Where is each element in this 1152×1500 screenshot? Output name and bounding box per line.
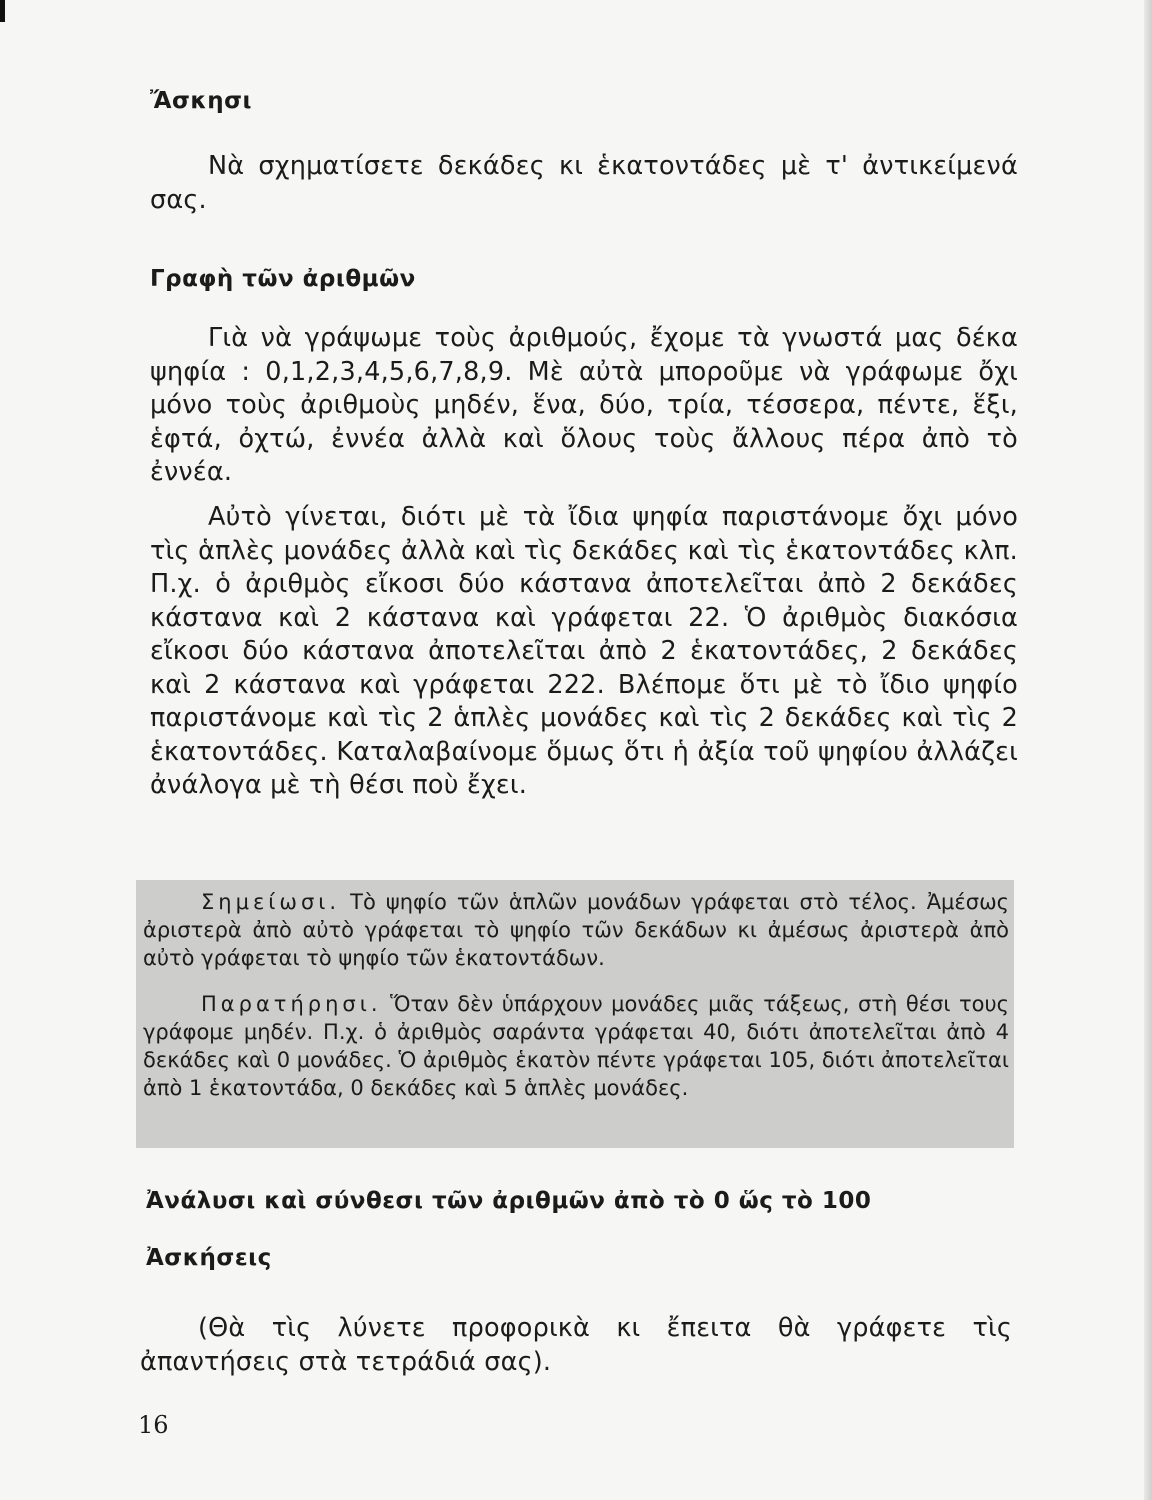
note-observation bbox=[143, 990, 1009, 1102]
exercises-heading: Ἀσκήσεις bbox=[146, 1245, 272, 1271]
paragraph-place-value-text: Αὐτὸ γίνεται, διότι μὲ τὰ ἴδια ψηφία παριστάνομε ὄχι μόνο τὶς ἁπλὲς μονάδες ἀλλὰ καὶ τὶς δεκάδες καὶ τὶς ἑκατοντάδες κλπ. Π.χ. ὁ ἀριθμὸς εἴκοσι δύο κάστανα ἀποτελεῖται ἀπὸ 2 δεκάδες κάστανα καὶ 2 κάστανα καὶ γράφεται 22. Ὁ ἀριθμὸς διακόσια εἴκοσι δύο κάστανα ἀποτελεῖται ἀπὸ 2 ἑκατοντάδες, 2 δεκάδες καὶ 2 κάστανα καὶ γράφεται 222. Βλέπομε ὅτι μὲ τὸ ἴδιο ψηφίο παριστάνομε καὶ τὶς 2 ἁπλὲς μονάδες καὶ τὶς 2 δεκάδες καὶ τὶς 2 ἑκατοντάδες. Καταλαβαίνομε ὅμως ὅτι ἡ ἀξία τοῦ ψηφίου ἀλλάζει ἀνάλογα μὲ τὴ θέσι ποὺ ἔχει. bbox=[150, 502, 1018, 800]
page-edge-mark bbox=[0, 0, 5, 22]
note-remark-label: Σημείωσι. bbox=[201, 890, 341, 914]
exercise-paragraph bbox=[150, 150, 1018, 217]
exercises-text: (Θὰ τὶς λύνετε προφορικὰ κι ἔπειτα θὰ γράφετε τὶς ἀπαντήσεις στὰ τετράδιά σας). bbox=[140, 1313, 1012, 1377]
exercise-heading: Ἄσκησι bbox=[150, 88, 253, 114]
note-remark-text: Τὸ ψηφίο τῶν ἁπλῶν μονάδων γράφεται στὸ τέλος. Ἀμέσως ἀριστερὰ ἀπὸ αὐτὸ γράφεται τὸ ψηφίο τῶν δεκάδων κι ἀμέσως ἀριστερὰ ἀπὸ αὐτὸ γράφεται τὸ ψηφίο τῶν ἑκατοντάδων. bbox=[143, 890, 1009, 970]
note-remark bbox=[143, 888, 1009, 972]
note-observation-text: Ὅταν δὲν ὑπάρχουν μονάδες μιᾶς τάξεως, στὴ θέσι τους γράφομε μηδέν. Π.χ. ὁ ἀριθμὸς σαράντα γράφεται 40, διότι ἀποτελεῖται ἀπὸ 4 δεκάδες καὶ 0 μονάδες. Ὁ ἀριθμὸς ἑκατὸν πέντε γράφεται 105, διότι ἀποτελεῖται ἀπὸ 1 ἑκατοντάδα, 0 δεκάδες καὶ 5 ἁπλὲς μονάδες. bbox=[143, 992, 1009, 1100]
analysis-heading: Ἀνάλυσι καὶ σύνθεσι τῶν ἀριθμῶν ἀπὸ τὸ 0 ὥς τὸ 100 bbox=[146, 1188, 872, 1214]
writing-numbers-heading: Γραφὴ τῶν ἀριθμῶν bbox=[150, 266, 416, 292]
paragraph-digits-text: Γιὰ νὰ γράψωμε τοὺς ἀριθμούς, ἔχομε τὰ γνωστά μας δέκα ψηφία : 0,1,2,3,4,5,6,7,8,9. Μὲ αὐτὰ μποροῦμε νὰ γράφωμε ὄχι μόνο τοὺς ἀριθμοὺς μηδέν, ἕνα, δύο, τρία, τέσσερα, πέντε, ἕξι, ἑφτά, ὀχτώ, ἐννέα ἀλλὰ καὶ ὅλους τοὺς ἄλλους πέρα ἀπὸ τὸ ἐννέα. bbox=[150, 323, 1018, 487]
paragraph-place-value bbox=[150, 501, 1018, 803]
exercises-paragraph bbox=[140, 1312, 1012, 1379]
note-observation-label: Παρατήρησι. bbox=[201, 992, 382, 1016]
page-number: 16 bbox=[138, 1411, 169, 1439]
exercise-text: Νὰ σχηματίσετε δεκάδες κι ἑκατοντάδες μὲ τ' ἀντικείμενά σας. bbox=[150, 151, 1018, 215]
paragraph-digits bbox=[150, 322, 1018, 490]
page-right-edge bbox=[1144, 0, 1152, 1500]
